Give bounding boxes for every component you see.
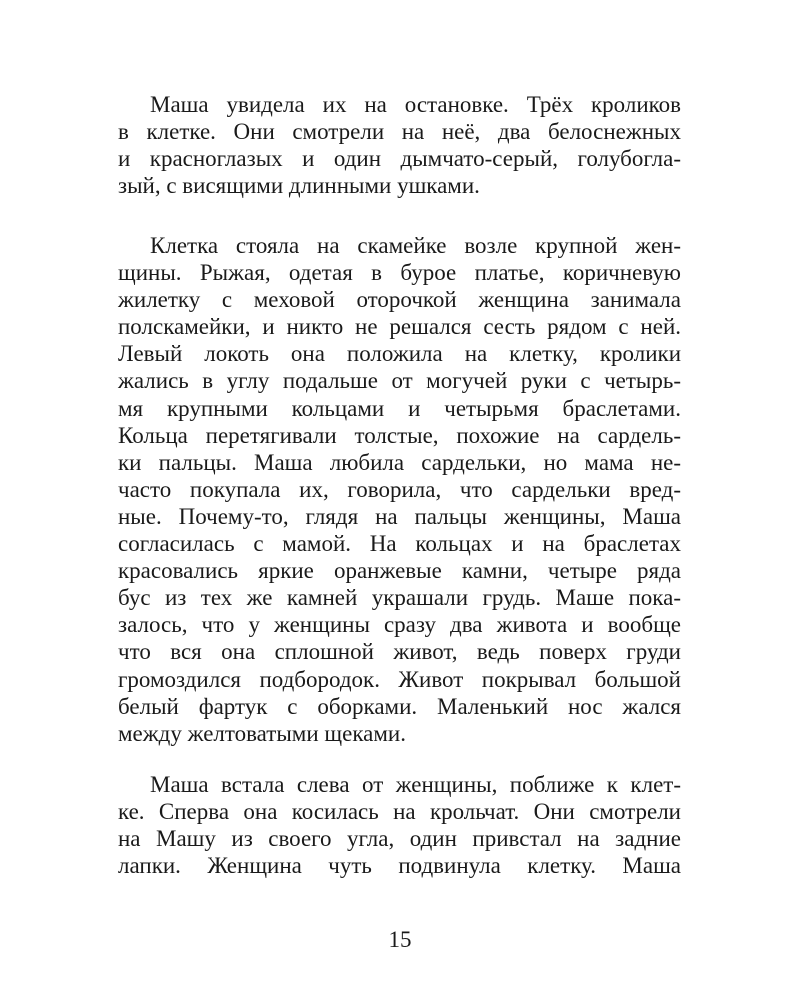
text-line: жилетку с меховой оторочкой женщина занимала: [118, 287, 681, 313]
text-line: громоздился подбородок. Живот покрывал большой: [118, 666, 681, 692]
text-line: Левый локоть она положила на клетку, кролики: [118, 341, 681, 367]
text-line: лапки. Женщина чуть подвинула клетку. Маша: [118, 853, 681, 879]
text-line: Клетка стояла на скамейке возле крупной жен-: [150, 233, 681, 258]
text-line: ные. Почему-то, глядя на пальцы женщины, Маша: [118, 503, 681, 529]
text-line: Кольца перетягивали толстые, похожие на сардель-: [118, 422, 681, 448]
paragraph-2: [118, 232, 681, 747]
text-line: между желтоватыми щеками.: [118, 720, 406, 746]
paragraph-3: [118, 771, 681, 879]
text-line: в клетке. Они смотрели на неё, два белоснежных: [118, 119, 681, 145]
text-line: зый, с висящими длинными ушками.: [118, 173, 480, 199]
text-line: залось, что у женщины сразу два живота и вообще: [118, 612, 681, 638]
text-line: бус из тех же камней украшали грудь. Маше пока-: [118, 585, 681, 611]
page-number: 15: [388, 927, 412, 952]
text-line: что вся она сплошной живот, ведь поверх груди: [118, 639, 681, 665]
text-line: часто покупала их, говорила, что сардельки вред-: [118, 476, 681, 502]
text-line: красовались яркие оранжевые камни, четыре ряда: [118, 558, 681, 584]
text-line: белый фартук с оборками. Маленький нос жался: [118, 693, 681, 719]
text-line: ки пальцы. Маша любила сардельки, но мама не-: [118, 449, 681, 475]
text-line: Маша увидела их на остановке. Трёх кроликов: [150, 92, 681, 117]
paragraph-1: [118, 91, 681, 199]
text-line: ке. Сперва она косилась на крольчат. Они смотрели: [118, 799, 681, 825]
text-line: на Машу из своего угла, один привстал на задние: [118, 826, 681, 852]
text-line: согласилась с мамой. На кольцах и на браслетах: [118, 531, 681, 557]
text-line: полскамейки, и никто не решался сесть рядом с ней.: [118, 314, 681, 340]
text-line: и красноглазых и один дымчато-серый, голубогла-: [118, 146, 681, 172]
text-line: жались в углу подальше от могучей руки с четырь-: [118, 368, 681, 394]
text-line: щины. Рыжая, одетая в бурое платье, коричневую: [118, 260, 681, 286]
text-line: мя крупными кольцами и четырьмя браслетами.: [118, 395, 681, 421]
text-line: Маша встала слева от женщины, поближе к клет-: [150, 772, 681, 797]
